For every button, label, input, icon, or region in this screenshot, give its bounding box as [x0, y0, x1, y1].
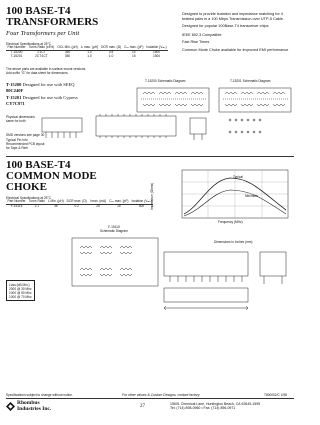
pcb-layout-label: Recommended PCB layout for Tape & Reel	[6, 142, 45, 150]
table-cell: 2CT:1CT	[35, 53, 48, 58]
choke-side-view	[164, 288, 248, 302]
col-header: Part Number	[7, 199, 26, 203]
schematic-1-title: T-15200 Schematic Diagram	[145, 79, 186, 83]
side-pins	[46, 132, 76, 138]
choke-schematic	[70, 236, 160, 288]
col-header: I max. (mA)	[89, 199, 107, 203]
section2-title-line-3: CHOKE	[6, 181, 47, 193]
table-cell: 500	[138, 203, 145, 208]
table-cell: 1.0	[87, 49, 92, 54]
address-line: 15601 Chemical Lane, Huntington Beach, CA 92649-1595	[170, 402, 261, 406]
col-header: Isolation (Vₘₛ)	[146, 45, 167, 49]
package-top-view	[96, 116, 176, 136]
table-cell: 1.0	[108, 53, 114, 58]
col-header: Cₒₒ max. (pF)	[124, 45, 144, 49]
table-cell: T-15200	[10, 49, 23, 54]
pcb-layout	[229, 119, 261, 133]
schematic-2	[219, 88, 291, 112]
feature-1: IEEE 802.3 Compatible	[182, 32, 222, 37]
phys-sub-text: same for both	[6, 118, 26, 123]
other-values-note: For other values & Custom Designs, contact factory.	[122, 393, 201, 397]
feature-2: Fast Rise Times	[182, 40, 210, 45]
title-line-2: TRANSFORMERS	[6, 16, 99, 28]
spec-table-1-caption: Electrical Specifications at 25°C	[6, 42, 52, 46]
package-end-view	[190, 118, 206, 134]
company-line-2: Industries Inc.	[17, 405, 52, 412]
graph-low-label: Minimum	[245, 194, 258, 198]
graph-peak-label: Typical	[233, 175, 243, 179]
col-header: Part Number	[7, 45, 26, 49]
page-number: 27	[140, 404, 145, 409]
spec-change-note: Specifications subject to change without notice.	[6, 393, 73, 397]
chip-name: CY7C971	[6, 100, 25, 106]
loss-box-row: 2000 @ 30 Mhz	[9, 286, 32, 291]
graph-y-label: Impedance (Ohms)	[150, 182, 154, 210]
loss-box	[6, 280, 35, 301]
package-drawing	[40, 112, 295, 156]
table-cell: 36	[54, 203, 58, 208]
table-cell: 25	[96, 203, 100, 208]
table-cell: 350	[64, 49, 71, 54]
choke-package-drawing	[160, 246, 295, 316]
feature-3: Common Mode Choke available for improved EMI performance	[182, 47, 289, 52]
table-cell: T-15201	[10, 53, 23, 58]
schematic-1	[137, 88, 209, 112]
top-pins	[100, 114, 166, 138]
col-header: DCR max. (Ω)	[101, 45, 122, 49]
choke-top-view	[164, 252, 248, 276]
table-note-2: Add suffix "G" for data sheet for dimensions.	[6, 71, 69, 75]
pin-info-label: Typical Pin Info	[6, 138, 28, 142]
part-t15201-desc	[6, 95, 86, 106]
spec-table-1	[6, 46, 168, 58]
loss-box-row: 1000 @ 70 Mhz	[9, 294, 32, 299]
table-note-1: The above parts are available in surface mount versions.	[6, 67, 87, 71]
dims-title: Dimensions in inches (mm)	[214, 240, 253, 244]
table-cell: 1500	[152, 49, 161, 54]
phone-line: Tel: (714) 898-0960 • Fax: (714) 896-0971	[170, 406, 236, 411]
graph-x-label: Frequency (MHz)	[218, 220, 243, 224]
table-cell: 350	[64, 53, 71, 58]
col-header: OCL Min. (µH)	[57, 45, 78, 49]
table-cell: 15	[117, 203, 121, 208]
phys-label-text: Physical dimensions	[6, 115, 35, 119]
spec-table-2	[6, 200, 153, 209]
part-text: Designed for use with SEEQ	[22, 82, 75, 87]
table-cell: 1.0	[87, 53, 92, 58]
section2-title	[6, 160, 97, 193]
col-header: Isolation (Vₘₛ)	[131, 199, 152, 203]
choke-end-view	[260, 252, 286, 276]
company-logo-icon	[6, 402, 15, 411]
section2-title-line-1: 100 BASE-T4	[6, 159, 71, 171]
company-address	[170, 402, 260, 411]
smd-note: SMD versions see page 30	[6, 133, 45, 137]
table-cell: 15	[132, 53, 136, 58]
col-header: Turns Ratio (±5%)	[28, 45, 55, 49]
page-title	[6, 6, 98, 28]
doc-code: T800002/C 1/98	[264, 393, 287, 397]
col-header: DCR max. (Ω)	[66, 199, 87, 203]
table-row	[6, 204, 153, 208]
package-side-view	[42, 118, 82, 132]
title-line-1: 100 BASE-T4	[6, 5, 71, 17]
table-cell: F-15115	[10, 203, 23, 208]
company-name	[17, 401, 51, 413]
company-line-1: Rhombus	[17, 400, 40, 406]
intro-block	[182, 12, 294, 53]
loss-box-row: 1000 @ 50 Mhz	[9, 290, 32, 295]
intro-paragraph-1: Designed to provide isolation and impedance matching for 4 twisted pairs in a 100 Mbps Transmission over UTP-5 Cable.	[182, 12, 284, 21]
part-number: T-15200	[6, 82, 22, 87]
intro-paragraph-2: Designed for popular 100Base-T4 transceiver chips	[182, 24, 269, 29]
table-cell: 1:1CT	[37, 49, 46, 54]
loss-box-title: Loss (dB Min.)	[9, 282, 30, 287]
section-divider	[6, 156, 294, 157]
phys-label	[6, 116, 35, 124]
table-cell: 1:1	[34, 203, 39, 208]
footer-rule	[6, 398, 294, 399]
table-row	[6, 55, 168, 59]
col-header: Lₗ max. (µH)	[80, 45, 99, 49]
section2-title-line-2: COMMON MODE	[6, 170, 97, 182]
col-header: Cₒₒ max. (pF)	[109, 199, 129, 203]
choke-schematic-title: F-15115 Schematic Diagram	[100, 225, 128, 233]
table-cell: 14	[132, 49, 136, 54]
choke-pins	[170, 276, 242, 282]
part-text: Designed for use with Cypress	[22, 95, 78, 100]
table-cell: 0.2	[74, 203, 79, 208]
spec-table-2-caption: Electrical Specifications at 25°C	[6, 196, 52, 200]
page-subtitle: Four Transformers per Unit	[6, 30, 80, 37]
schematic-2-title: T-15201 Schematic Diagram	[230, 79, 271, 83]
table-cell: 0.5	[108, 49, 114, 54]
table-cell: 1500	[152, 53, 161, 58]
col-header: L Min. (µH)	[47, 199, 64, 203]
col-header: Turns Ratio	[28, 199, 45, 203]
part-number: T-15201	[6, 95, 22, 100]
part-t15200-desc	[6, 82, 86, 93]
chip-name: 80C240F	[6, 87, 24, 93]
